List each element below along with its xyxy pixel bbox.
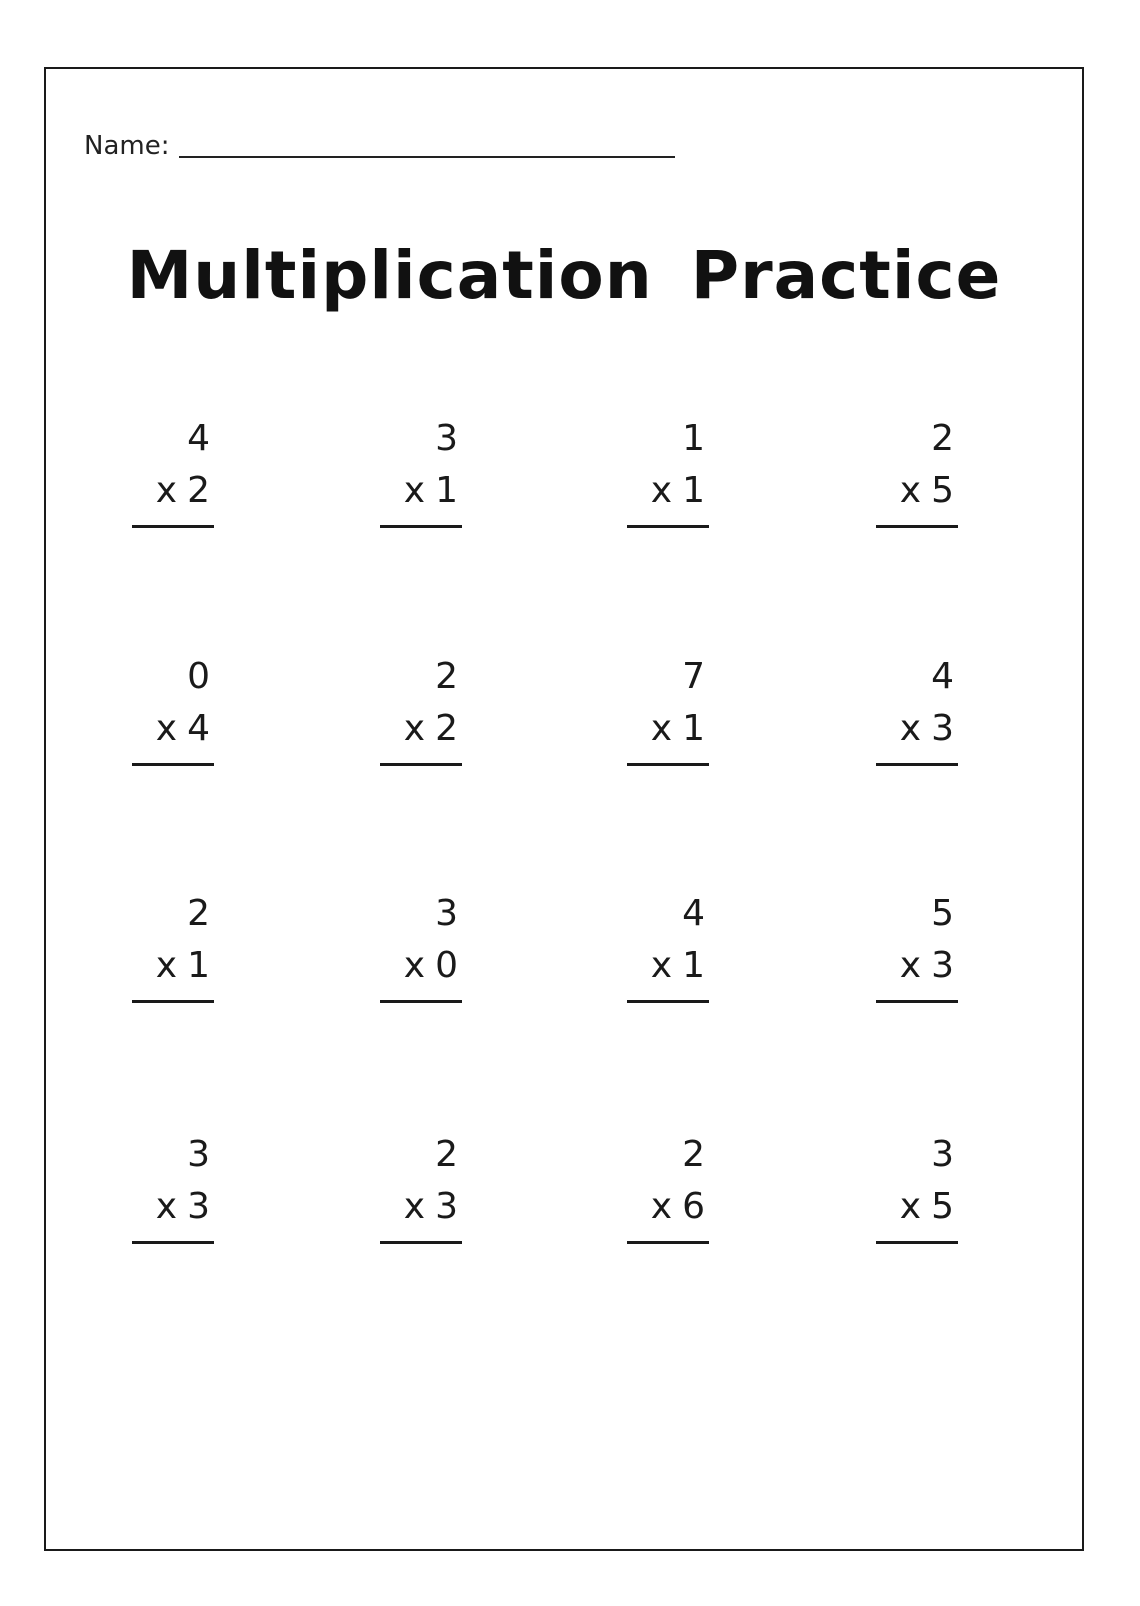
- problem-bottom-number: 2: [435, 708, 458, 749]
- problem-multiplier: [404, 709, 458, 749]
- problem-13: [132, 1135, 214, 1255]
- multiply-operator: x: [899, 708, 922, 749]
- problem-bottom-number: 3: [435, 1186, 458, 1227]
- problem-top-number: 3: [187, 1134, 210, 1175]
- answer-line[interactable]: [380, 1241, 462, 1244]
- problem-multiplier: [900, 1187, 954, 1227]
- answer-line[interactable]: [627, 1241, 709, 1244]
- problem-top-number: 4: [187, 418, 210, 459]
- worksheet-page: [44, 67, 1084, 1551]
- problem-1: [132, 419, 214, 539]
- problem-8: [876, 657, 958, 777]
- answer-line[interactable]: [132, 1000, 214, 1003]
- problem-top-number: 1: [682, 418, 705, 459]
- problem-multiplier: [651, 471, 705, 511]
- problem-14: [380, 1135, 462, 1255]
- problem-2: [380, 419, 462, 539]
- problem-bottom-number: 5: [931, 470, 954, 511]
- problem-multiplier: [156, 1187, 210, 1227]
- problem-bottom-number: 1: [187, 945, 210, 986]
- multiply-operator: x: [650, 708, 673, 749]
- multiply-operator: x: [403, 1186, 426, 1227]
- multiply-operator: x: [650, 945, 673, 986]
- problem-top-number: 5: [931, 893, 954, 934]
- problem-15: [627, 1135, 709, 1255]
- problem-top-number: 4: [931, 656, 954, 697]
- problem-11: [627, 894, 709, 1014]
- multiply-operator: x: [155, 1186, 178, 1227]
- multiply-operator: x: [403, 945, 426, 986]
- problem-bottom-number: 3: [931, 945, 954, 986]
- problem-multiplier: [156, 709, 210, 749]
- problem-7: [627, 657, 709, 777]
- answer-line[interactable]: [380, 525, 462, 528]
- problem-multiplier: [651, 946, 705, 986]
- problem-bottom-number: 3: [187, 1186, 210, 1227]
- problem-multiplier: [404, 471, 458, 511]
- problem-4: [876, 419, 958, 539]
- multiply-operator: x: [155, 470, 178, 511]
- problem-multiplier: [900, 709, 954, 749]
- problem-12: [876, 894, 958, 1014]
- problem-multiplier: [651, 709, 705, 749]
- page-title: Multiplication Practice: [126, 237, 1002, 314]
- problem-grid: [46, 69, 1082, 1549]
- answer-line[interactable]: [132, 763, 214, 766]
- problem-3: [627, 419, 709, 539]
- multiply-operator: x: [155, 945, 178, 986]
- answer-line[interactable]: [627, 763, 709, 766]
- problem-bottom-number: 2: [187, 470, 210, 511]
- problem-multiplier: [156, 946, 210, 986]
- multiply-operator: x: [650, 1186, 673, 1227]
- answer-line[interactable]: [132, 1241, 214, 1244]
- multiply-operator: x: [650, 470, 673, 511]
- answer-line[interactable]: [876, 1000, 958, 1003]
- problem-5: [132, 657, 214, 777]
- problem-top-number: 2: [435, 1134, 458, 1175]
- problem-bottom-number: 1: [682, 708, 705, 749]
- problem-bottom-number: 4: [187, 708, 210, 749]
- problem-6: [380, 657, 462, 777]
- problem-top-number: 3: [931, 1134, 954, 1175]
- problem-multiplier: [404, 946, 458, 986]
- problem-multiplier: [900, 946, 954, 986]
- multiply-operator: x: [403, 708, 426, 749]
- answer-line[interactable]: [380, 763, 462, 766]
- problem-multiplier: [651, 1187, 705, 1227]
- problem-top-number: 3: [435, 418, 458, 459]
- multiply-operator: x: [899, 470, 922, 511]
- multiply-operator: x: [403, 470, 426, 511]
- problem-top-number: 2: [931, 418, 954, 459]
- problem-top-number: 3: [435, 893, 458, 934]
- answer-line[interactable]: [876, 525, 958, 528]
- problem-top-number: 0: [187, 656, 210, 697]
- problem-multiplier: [900, 471, 954, 511]
- problem-top-number: 2: [187, 893, 210, 934]
- multiply-operator: x: [899, 1186, 922, 1227]
- answer-line[interactable]: [627, 525, 709, 528]
- name-label: Name:: [84, 131, 170, 161]
- problem-bottom-number: 1: [682, 945, 705, 986]
- answer-line[interactable]: [627, 1000, 709, 1003]
- problem-bottom-number: 1: [682, 470, 705, 511]
- problem-top-number: 2: [435, 656, 458, 697]
- problem-bottom-number: 0: [435, 945, 458, 986]
- answer-line[interactable]: [132, 525, 214, 528]
- multiply-operator: x: [155, 708, 178, 749]
- problem-top-number: 4: [682, 893, 705, 934]
- problem-bottom-number: 3: [931, 708, 954, 749]
- problem-multiplier: [156, 471, 210, 511]
- answer-line[interactable]: [876, 763, 958, 766]
- problem-9: [132, 894, 214, 1014]
- answer-line[interactable]: [380, 1000, 462, 1003]
- multiply-operator: x: [899, 945, 922, 986]
- problem-bottom-number: 1: [435, 470, 458, 511]
- problem-bottom-number: 5: [931, 1186, 954, 1227]
- problem-10: [380, 894, 462, 1014]
- problem-multiplier: [404, 1187, 458, 1227]
- problem-top-number: 7: [682, 656, 705, 697]
- problem-bottom-number: 6: [682, 1186, 705, 1227]
- problem-top-number: 2: [682, 1134, 705, 1175]
- answer-line[interactable]: [876, 1241, 958, 1244]
- problem-16: [876, 1135, 958, 1255]
